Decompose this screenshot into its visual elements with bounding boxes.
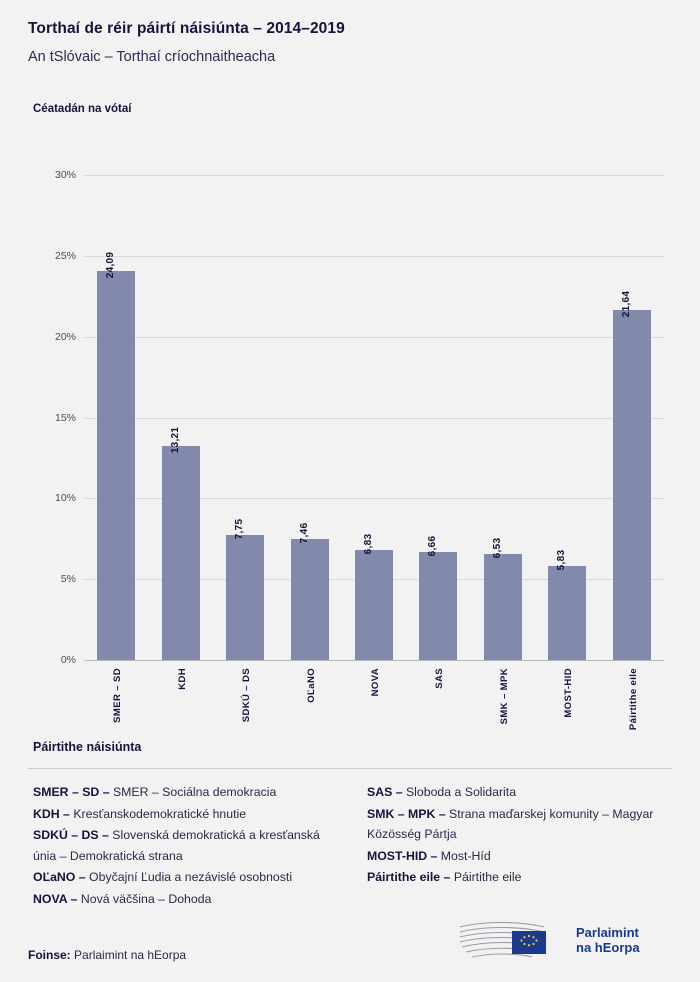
category-slot	[342, 664, 406, 774]
source-label: Foinse:	[28, 948, 71, 962]
y-axis-tick-label: 25%	[54, 249, 76, 262]
legend-title: Páirtithe náisiúnta	[33, 740, 142, 754]
ep-logo-line1: Parlaimint	[576, 925, 639, 940]
legend-item-abbr: KDH –	[33, 806, 74, 821]
legend-item-name: Strana maďarskej komunity – Magyar Közösség Pártja	[367, 806, 654, 841]
bar-value-label: 21,64	[620, 290, 632, 318]
category-label: SDKÚ – DS	[241, 668, 253, 723]
legend-column-left	[33, 782, 339, 910]
legend-item-abbr: SAS –	[367, 785, 406, 799]
legend-divider	[28, 768, 672, 769]
legend-item-name: SMER – Sociálna demokracia	[112, 785, 277, 799]
legend-item-abbr: Páirtithe eile –	[367, 870, 454, 884]
chart-axis-title: Céatadán na vótaí	[33, 103, 132, 115]
category-slot	[535, 664, 599, 774]
bar[interactable]	[97, 251, 135, 660]
category-label: SAS	[434, 668, 446, 689]
legend-item-abbr: SDKÚ – DS –	[33, 828, 113, 842]
category-slot	[471, 664, 535, 774]
page-subtitle: An tSlóvaic – Torthaí críochnaitheacha	[28, 49, 276, 65]
bar-slot	[213, 175, 277, 660]
legend-item	[33, 804, 339, 825]
category-slot	[600, 664, 664, 774]
y-axis-tick-label: 10%	[54, 492, 76, 505]
legend-item	[367, 782, 673, 803]
bar-slot	[600, 175, 664, 660]
legend-columns	[33, 782, 673, 910]
category-slot	[277, 664, 341, 774]
category-label: SMK – MPK	[498, 668, 510, 725]
bar[interactable]	[484, 538, 522, 660]
ep-logo-text	[576, 925, 640, 955]
bar[interactable]	[162, 427, 200, 660]
category-label: SMER – SD	[112, 668, 124, 723]
bar-slot	[84, 175, 148, 660]
bar[interactable]	[355, 533, 393, 660]
bar[interactable]	[613, 290, 651, 660]
source-value: Parlaimint na hEorpa	[74, 948, 187, 962]
category-slot	[213, 664, 277, 774]
category-label: MOST-HID	[563, 668, 575, 718]
legend-item	[33, 782, 339, 803]
category-slot	[148, 664, 212, 774]
bar-value-label: 24,09	[105, 251, 117, 278]
bar-slot	[342, 175, 406, 660]
bar-value-label: 6,83	[362, 533, 374, 554]
gridline	[84, 660, 664, 661]
y-axis-tick-label: 0%	[60, 654, 76, 666]
bar-chart	[28, 140, 672, 731]
legend-item	[33, 889, 339, 910]
y-axis-tick-label: 30%	[54, 169, 76, 181]
bar-slot	[277, 175, 341, 660]
legend-column-right	[367, 782, 673, 910]
category-label: NOVA	[369, 668, 381, 697]
legend-item-abbr: SMK – MPK –	[367, 806, 449, 821]
y-axis-tick-label: 20%	[54, 330, 76, 343]
bar-value-label: 6,66	[427, 536, 439, 557]
legend-item-abbr: OĽaNO –	[33, 870, 90, 884]
bar-slot	[406, 175, 470, 660]
legend-item-abbr: NOVA –	[33, 891, 81, 906]
legend-item-name: Kresťanskodemokratické hnutie	[73, 806, 247, 821]
category-slot	[406, 664, 470, 774]
category-label: KDH	[176, 668, 188, 690]
category-slot	[84, 664, 148, 774]
legend-item-name: Slovenská demokratická a kresťanská únia – Demokratická strana	[33, 828, 320, 863]
ep-emblem-icon	[458, 919, 570, 961]
y-axis-tick-label: 15%	[54, 411, 76, 424]
bar-value-label: 5,83	[556, 549, 568, 571]
bar-series	[84, 175, 664, 660]
category-axis-labels	[84, 664, 664, 774]
legend-item-name: Most-Híd	[440, 848, 491, 863]
bar-value-label: 7,46	[298, 523, 310, 544]
bar[interactable]	[291, 523, 329, 660]
page-title: Torthaí de réir páirtí náisiúnta – 2014–2019	[28, 20, 345, 37]
legend-item	[367, 867, 673, 888]
european-parliament-logo	[458, 918, 674, 962]
legend-item-name: Sloboda a Solidarita	[405, 785, 517, 799]
legend-item-abbr: MOST-HID –	[367, 848, 441, 863]
y-axis-tick-label: 5%	[60, 573, 76, 586]
bar[interactable]	[548, 549, 586, 660]
category-label: OĽaNO	[305, 668, 317, 703]
legend-item	[367, 804, 673, 845]
legend-item-name: Nová väčšina – Dohoda	[80, 891, 212, 906]
bar-value-label: 7,75	[234, 518, 246, 540]
legend-item	[33, 825, 339, 866]
legend-item-abbr: SMER – SD –	[33, 785, 113, 799]
bar[interactable]	[226, 518, 264, 660]
legend-item-name: Obyčajní Ľudia a nezávislé osobnosti	[89, 870, 293, 884]
category-label: Páirtithe eile	[627, 668, 639, 731]
bar-value-label: 13,21	[169, 427, 181, 454]
source-line	[28, 948, 186, 962]
plot-area	[54, 169, 664, 666]
legend-item-name: Páirtithe eile	[453, 870, 522, 884]
bar-slot	[148, 175, 212, 660]
bar-slot	[535, 175, 599, 660]
legend-item	[367, 846, 673, 867]
bar-slot	[471, 175, 535, 660]
ep-logo-line2: na hEorpa	[576, 940, 640, 955]
legend-item	[33, 867, 339, 888]
bar[interactable]	[419, 536, 457, 660]
bar-value-label: 6,53	[491, 538, 503, 559]
